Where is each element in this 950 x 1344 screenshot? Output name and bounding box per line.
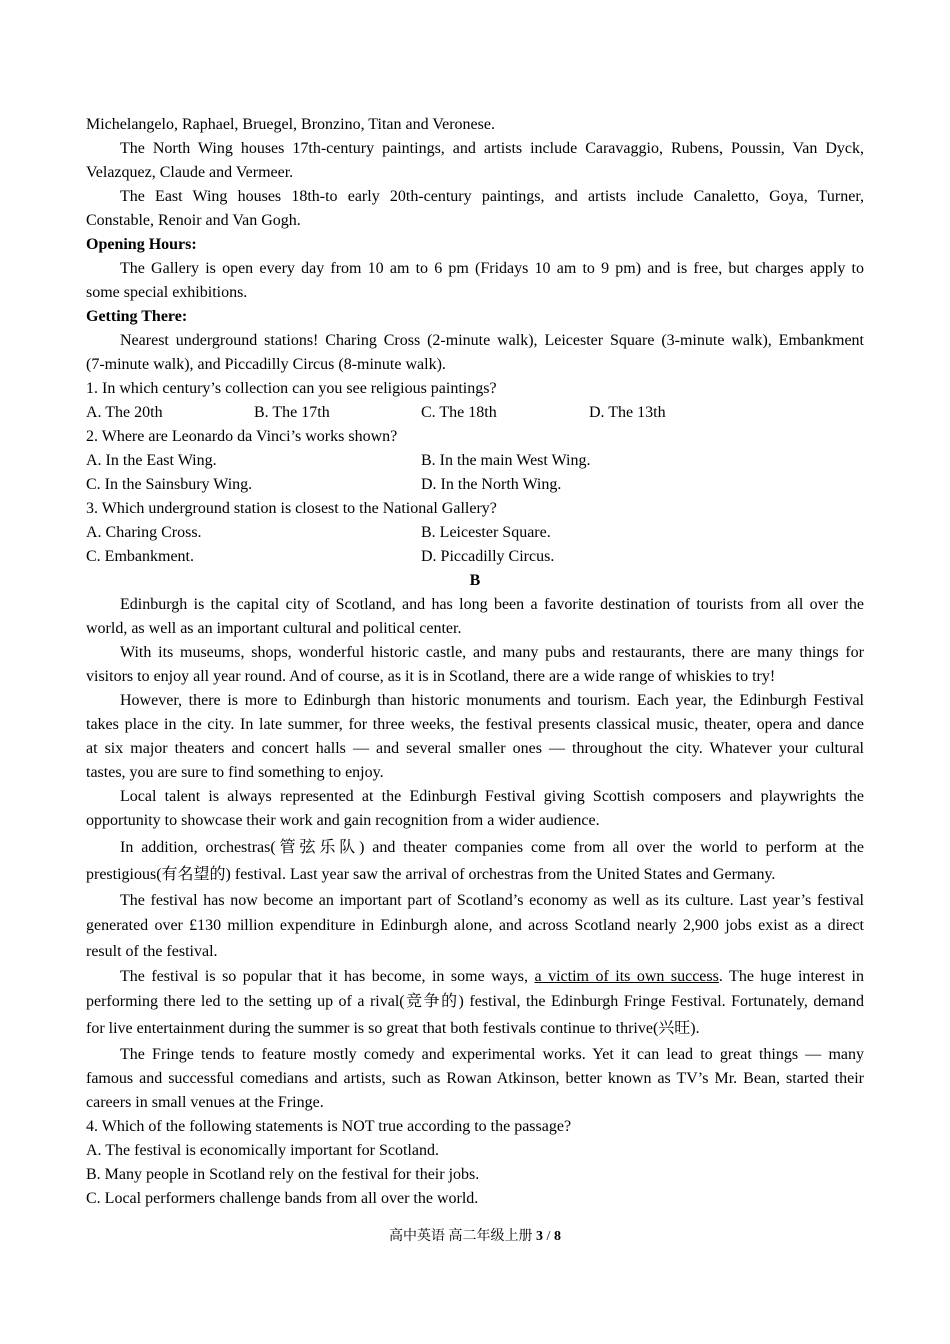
passage-a-continued-line: Michelangelo, Raphael, Bruegel, Bronzino, Titan and Veronese. [86,116,495,133]
option-b: B. In the main West Wing. [421,452,591,469]
option-d: D. In the North Wing. [421,476,562,493]
east-wing-line: Constable, Renoir and Van Gogh. [86,212,301,229]
option-b: B. Leicester Square. [421,524,551,541]
success-paragraph-first-line [86,965,864,989]
question-1-stem: 1. In which century’s collection can you see religious paintings? [86,380,497,397]
option-c: C. Local performers challenge bands from all over the world. [86,1190,479,1207]
passage-b-line: In addition, orchestras(管弦乐队) and theater companies come from all over the world to perform at the [120,839,864,856]
passage-b-line: The Fringe tends to feature mostly comedy and experimental works. Yet it can lead to great things — many [120,1046,864,1063]
question-3-options-row-2 [86,545,864,569]
option-c: C. Embankment. [86,548,194,565]
footer-subject: 高中英语 [389,1229,446,1244]
passage-b-line: With its museums, shops, wonderful historic castle, and many pubs and restaurants, there are many things for [120,644,864,661]
option-a: A. The 20th [86,404,163,421]
opening-hours-line: some special exhibitions. [86,284,248,301]
getting-there-line: Nearest underground stations! Charing Cross (2-minute walk), Leicester Square (3-minute walk), Embankment [120,332,864,349]
option-a: A. The festival is economically important for Scotland. [86,1142,439,1159]
passage-b-line: world, as well as an important cultural and political center. [86,620,462,637]
passage-b-line: visitors to enjoy all year round. And of course, as it is in Scotland, there are a wide range of whiskies to try! [86,668,776,685]
option-b: B. The 17th [254,404,330,421]
question-2-options-row-2 [86,473,864,497]
underlined-phrase: a victim of its own success [534,968,719,985]
question-2-options-row-1 [86,449,864,473]
passage-b-line: prestigious(有名望的) festival. Last year saw the arrival of orchestras from the United States and Germany. [86,866,776,883]
passage-b-line: Local talent is always represented at the Edinburgh Festival giving Scottish composers and playwrights the [120,788,864,805]
question-1-options [86,401,864,425]
getting-there-line: (7-minute walk), and Piccadilly Circus (8-minute walk). [86,356,446,373]
passage-b-line: Edinburgh is the capital city of Scotland, and has long been a favorite destination of tourists from all over the [120,596,864,613]
north-wing-line: The North Wing houses 17th-century paintings, and artists include Caravaggio, Rubens, Poussin, Van Dyck, [120,140,864,157]
option-a: A. Charing Cross. [86,524,202,541]
success-line-before: The festival is so popular that it has become, in some ways, [120,968,535,985]
page-content [86,113,864,1211]
east-wing-line: The East Wing houses 18th-to early 20th-century paintings, and artists include Canaletto, Goya, Turner, [120,188,864,205]
option-c: C. The 18th [421,404,497,421]
footer-separator: / [546,1229,551,1244]
question-4-stem: 4. Which of the following statements is NOT true according to the passage? [86,1118,572,1135]
passage-b-line: generated over £130 million expenditure in Edinburgh alone, and across Scotland nearly 2,900 jobs exist as a direct [86,917,864,934]
option-d: D. Piccadilly Circus. [421,548,555,565]
footer-grade: 高二年级上册 [448,1229,533,1244]
option-a: A. In the East Wing. [86,452,217,469]
question-2-stem: 2. Where are Leonardo da Vinci’s works shown? [86,428,398,445]
option-d: D. The 13th [589,404,666,421]
question-3-stem: 3. Which underground station is closest to the National Gallery? [86,500,497,517]
passage-b-line: result of the festival. [86,943,218,960]
passage-b-line: performing there led to the setting up of a rival(竞争的) festival, the Edinburgh Fringe Festival. Fortunately, demand [86,993,864,1010]
passage-b-line: famous and successful comedians and artists, such as Rowan Atkinson, better known as TV’s Mr. Bean, started their [86,1070,864,1087]
getting-there-heading: Getting There: [86,308,188,325]
passage-b-heading: B [469,572,481,589]
passage-b-line: tastes, you are sure to find something to enjoy. [86,764,384,781]
opening-hours-line: The Gallery is open every day from 10 am to 6 pm (Fridays 10 am to 9 pm) and is free, but charges apply to [120,260,864,277]
passage-b-line: careers in small venues at the Fringe. [86,1094,324,1111]
passage-b-line: The festival has now become an important part of Scotland’s economy as well as its culture. Last year’s festival [120,892,864,909]
page-footer [0,1225,950,1249]
footer-total-pages: 8 [553,1229,561,1244]
passage-b-line: for live entertainment during the summer is so great that both festivals continue to thrive(兴旺). [86,1020,700,1037]
option-b: B. Many people in Scotland rely on the festival for their jobs. [86,1166,480,1183]
passage-b-line: takes place in the city. In late summer, for three weeks, the festival presents classical music, theater, opera and dance [86,716,864,733]
question-3-options-row-1 [86,521,864,545]
north-wing-line: Velazquez, Claude and Vermeer. [86,164,294,181]
footer-page-number: 3 [536,1229,544,1244]
opening-hours-heading: Opening Hours: [86,236,197,253]
success-line-after: . The huge interest in [718,968,865,985]
passage-b-line: at six major theaters and concert halls — and several smaller ones — throughout the city. Whatever your cultural [86,740,864,757]
passage-b-line: opportunity to showcase their work and gain recognition from a wider audience. [86,812,600,829]
passage-b-line: However, there is more to Edinburgh than historic monuments and tourism. Each year, the Edinburgh Festival [120,692,864,709]
option-c: C. In the Sainsbury Wing. [86,476,253,493]
